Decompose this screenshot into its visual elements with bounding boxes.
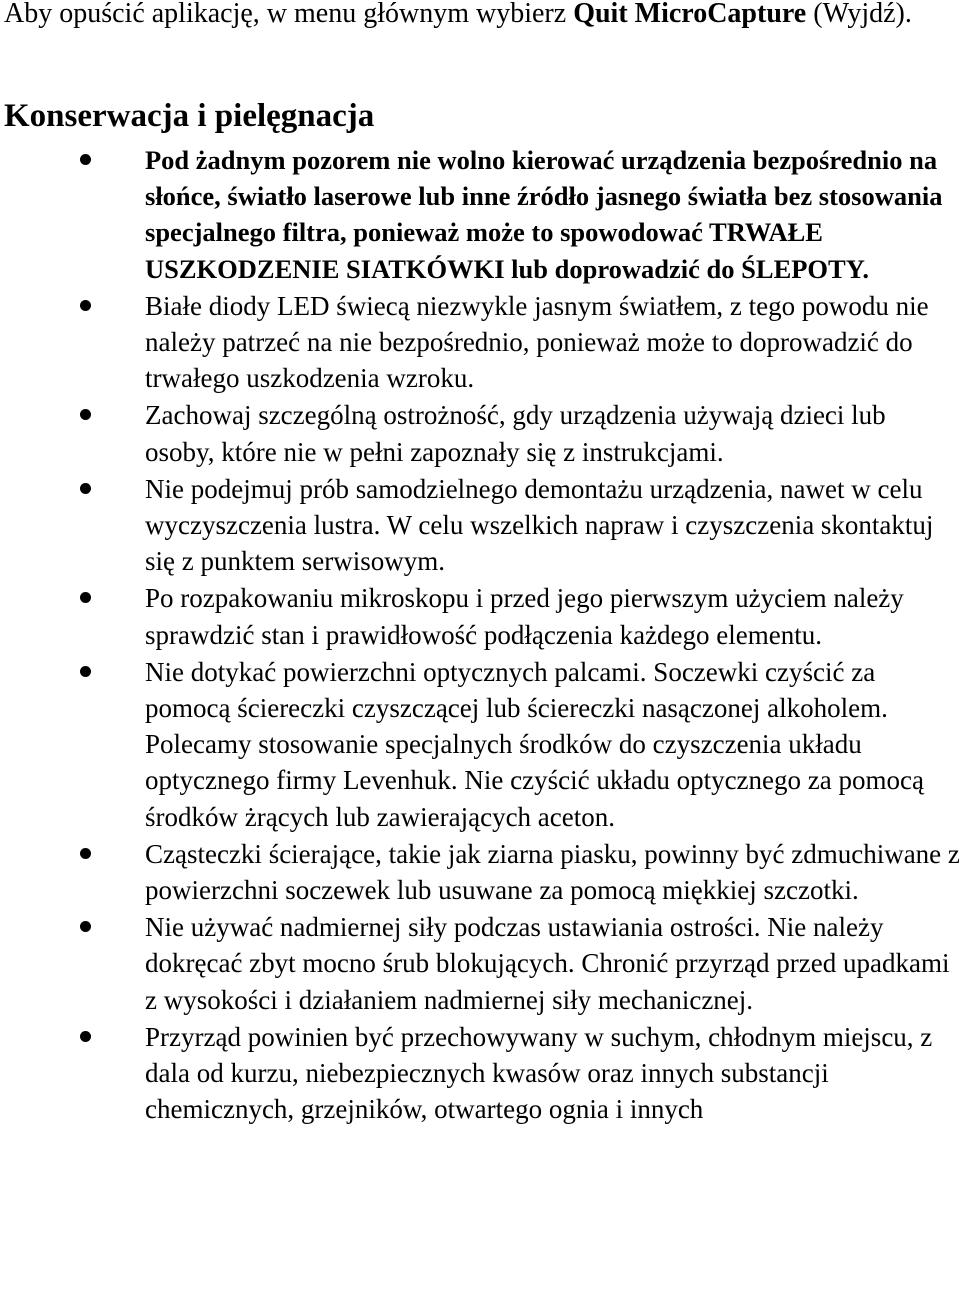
list-item (0, 142, 960, 287)
list-item-text: Nie dotykać powierzchni optycznych palcami. Soczewki czyścić za pomocą ściereczki czyszczącej lub ściereczki nasączonej alkoholem. Polecamy stosowanie specjalnych środków do czyszczenia układu optycznego firmy Levenhuk. Nie czyścić układu optycznego za pomocą środków żrących lub zawierających aceton. (145, 656, 924, 832)
bullet-icon (80, 300, 91, 311)
bullet-icon (80, 154, 91, 165)
list-item (0, 471, 960, 580)
list-item-text: Białe diody LED świecą niezwykle jasnym światłem, z tego powodu nie należy patrzeć na nie bezpośrednio, ponieważ może to doprowadzić do trwałego uszkodzenia wzroku. (145, 290, 929, 394)
list-item (0, 397, 960, 469)
bullet-icon (80, 921, 91, 932)
intro-text-before: Aby opuścić aplikację, w menu głównym wybierz (4, 0, 574, 29)
bullet-icon (80, 666, 91, 677)
list-item-text: Nie podejmuj prób samodzielnego demontażu urządzenia, nawet w celu wyczyszczenia lustra. W celu wszelkich napraw i czyszczenia skontaktuj się z punktem serwisowym. (145, 473, 934, 577)
bullet-icon (80, 592, 91, 603)
list-item (0, 288, 960, 397)
list-item-text: Zachowaj szczególną ostrożność, gdy urządzenia używają dzieci lub osoby, które nie w pełni zapoznały się z instrukcjami. (145, 400, 886, 467)
list-item (0, 654, 960, 835)
bullet-icon (80, 848, 91, 859)
intro-text-after: (Wyjdź). (806, 0, 912, 29)
list-item-text: Przyrząd powinien być przechowywany w suchym, chłodnym miejscu, z dala od kurzu, niebezpiecznych kwasów oraz innych substancji chemicznych, grzejników, otwartego ognia i innych (145, 1021, 933, 1125)
bullet-icon (80, 409, 91, 420)
bullet-icon (80, 483, 91, 494)
quit-menu-item-name: Quit MicroCapture (573, 0, 807, 29)
maintenance-list (0, 142, 960, 1128)
list-item (0, 580, 960, 652)
list-item-text: Pod żadnym pozorem nie wolno kierować urządzenia bezpośrednio na słońce, światło laserowe lub inne źródło jasnego światła bez stosowania specjalnego filtra, ponieważ może to spowodować TRWAŁE USZKODZENIE SIATKÓWKI lub doprowadzić do ŚLEPOTY. (145, 145, 943, 284)
list-item-text: Po rozpakowaniu mikroskopu i przed jego pierwszym użyciem należy sprawdzić stan i prawidłowość podłączenia każdego elementu. (145, 583, 904, 650)
list-item-text: Nie używać nadmiernej siły podczas ustawiania ostrości. Nie należy dokręcać zbyt mocno śrub blokujących. Chronić przyrząd przed upadkami z wysokości i działaniem nadmiernej siły mechanicznej. (145, 912, 950, 1015)
list-item (0, 836, 960, 908)
intro-paragraph (4, 0, 954, 32)
list-item (0, 1019, 960, 1128)
list-item-text: Cząsteczki ścierające, takie jak ziarna piasku, powinny być zdmuchiwane z powierzchni soczewek lub usuwane za pomocą miękkiej szczotki. (145, 838, 960, 906)
bullet-icon (80, 1031, 91, 1042)
list-item (0, 909, 960, 1018)
section-heading: Konserwacja i pielęgnacja (4, 98, 375, 134)
